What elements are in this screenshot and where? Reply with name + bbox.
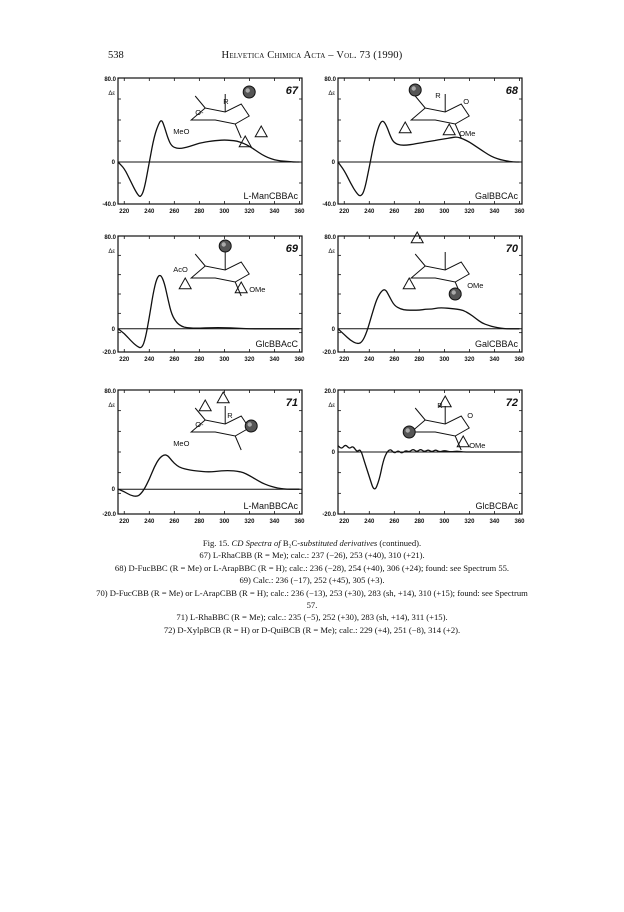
y-bottom-label: -40.0	[322, 202, 336, 208]
x-tick-label: 340	[489, 519, 500, 525]
ball-highlight	[412, 86, 416, 90]
caption-entry-70: 70) D-FucCBB (R = Me) or L-AraρCBB (R = H); calc.: 236 (−13), 253 (+30), 283 (sh, +14), 310 (+15); found: see Spectrum 57.	[96, 587, 528, 611]
cd-spectrum-svg	[312, 230, 528, 372]
y-top-label: 20.0	[324, 389, 336, 395]
x-tick-label: 340	[269, 209, 280, 215]
x-tick-label: 340	[489, 357, 500, 363]
structure-label: O-	[195, 108, 204, 117]
x-tick-label: 220	[339, 519, 350, 525]
x-tick-label: 220	[339, 209, 350, 215]
y-unit-label: Δε	[328, 91, 335, 97]
x-tick-label: 240	[144, 519, 155, 525]
x-tick-label: 360	[514, 519, 525, 525]
cd-spectrum-svg	[312, 384, 528, 526]
x-tick-label: 360	[514, 209, 525, 215]
structure-label: O-	[195, 420, 204, 429]
y-zero-label: 0	[331, 160, 335, 166]
caption-entry-69: 69) Calc.: 236 (−17), 252 (+45), 305 (+3).	[239, 575, 385, 586]
x-tick-label: 220	[339, 357, 350, 363]
y-top-label: 80.0	[104, 77, 116, 83]
compound-label: GlcBCBAc	[475, 501, 518, 511]
structure-label: R	[437, 401, 443, 410]
x-tick-label: 280	[194, 519, 205, 525]
y-bottom-label: -40.0	[102, 202, 116, 208]
x-tick-label: 300	[439, 209, 450, 215]
x-tick-label: 320	[244, 357, 255, 363]
x-tick-label: 280	[414, 209, 425, 215]
substituent-bond	[235, 124, 241, 138]
x-tick-label: 320	[464, 519, 475, 525]
caption-title-formula: B₂C	[282, 538, 298, 548]
y-unit-label: Δε	[328, 249, 335, 255]
compound-label: GalBBCAc	[474, 191, 518, 201]
x-tick-label: 360	[294, 357, 305, 363]
caption-entry-68: 68) D-FucBBC (R = Me) or L-AraρBBC (R = H); calc.: 236 (−28), 254 (+40), 306 (+24); found: see Spectrum 55.	[114, 562, 510, 573]
caption-entry-72: 72) D-XylρBCB (R = H) or D-QuiBCB (R = Me); calc.: 229 (+4), 251 (−8), 314 (+2).	[163, 624, 461, 635]
y-unit-label: Δε	[108, 403, 115, 409]
x-tick-label: 280	[414, 357, 425, 363]
triangle-chromophore	[217, 392, 229, 403]
caption-entry-71: 71) L-RhaBBC (R = Me); calc.: 235 (−5), 252 (+30), 283 (sh, +14), 311 (+15).	[176, 612, 448, 623]
y-zero-label: 0	[331, 450, 335, 456]
x-tick-label: 300	[439, 519, 450, 525]
ball-highlight	[246, 88, 250, 92]
y-bottom-label: -20.0	[322, 512, 336, 518]
compound-label: L-ManBBCAc	[243, 501, 298, 511]
y-bottom-label: -20.0	[102, 512, 116, 518]
x-tick-label: 320	[244, 519, 255, 525]
substituent-bond	[235, 436, 241, 450]
compound-label: GalCBBAc	[474, 339, 518, 349]
cd-curve	[338, 121, 520, 195]
x-tick-label: 240	[144, 357, 155, 363]
pyranose-ring	[411, 262, 469, 282]
structure-label: OMe	[249, 285, 266, 294]
structure-label: R	[223, 97, 229, 106]
structure-drawing	[403, 232, 469, 300]
spectrum-number: 72	[505, 397, 518, 409]
x-tick-label: 360	[514, 357, 525, 363]
triangle-chromophore	[443, 124, 455, 135]
spectrum-number: 67	[285, 85, 298, 97]
figure-caption	[96, 537, 528, 636]
y-unit-label: Δε	[108, 91, 115, 97]
x-tick-label: 320	[244, 209, 255, 215]
structure-drawing	[403, 396, 469, 450]
x-tick-label: 320	[464, 209, 475, 215]
compound-label: GlcBBAcC	[255, 339, 298, 349]
journal-title: Helvetica Chimica Acta – Vol. 73 (1990)	[221, 50, 403, 61]
x-tick-label: 240	[364, 519, 375, 525]
substituent-bond	[455, 436, 461, 450]
substituent-bond	[415, 254, 425, 266]
cd-spectrum-panel-67	[92, 72, 308, 224]
x-tick-label: 300	[219, 357, 230, 363]
page-number: 538	[108, 50, 124, 61]
caption-title-tail: (continued).	[379, 538, 422, 548]
triangle-chromophore	[403, 278, 415, 289]
y-top-label: 80.0	[104, 235, 116, 241]
pyranose-ring	[411, 104, 469, 124]
cd-spectrum-panel-69	[92, 230, 308, 372]
cd-spectrum-panel-72	[312, 384, 528, 526]
y-zero-label: 0	[111, 160, 115, 166]
x-tick-label: 300	[439, 357, 450, 363]
y-zero-label: 0	[111, 487, 115, 494]
x-tick-label: 220	[119, 209, 130, 215]
substituent-bond	[415, 408, 425, 420]
y-zero-label: 0	[331, 326, 335, 333]
x-tick-label: 260	[389, 209, 400, 215]
triangle-chromophore	[411, 232, 423, 243]
spectrum-number: 70	[505, 243, 518, 255]
y-unit-label: Δε	[328, 403, 335, 409]
structure-label: OMe	[467, 281, 484, 290]
cd-curve	[118, 455, 300, 496]
cd-curve	[338, 290, 520, 344]
x-tick-label: 220	[119, 519, 130, 525]
x-tick-label: 360	[294, 209, 305, 215]
cd-spectrum-svg	[92, 72, 308, 224]
caption-title-rest: -substituted derivatives	[297, 538, 378, 548]
pyranose-ring	[191, 262, 249, 282]
structure-label: MeO	[173, 127, 190, 136]
structure-label: O	[463, 97, 470, 106]
ball-highlight	[248, 422, 252, 426]
y-zero-label: 0	[111, 326, 115, 333]
y-top-label: 80.0	[104, 389, 116, 395]
y-bottom-label: -20.0	[322, 350, 336, 356]
x-tick-label: 340	[269, 519, 280, 525]
structure-drawing	[179, 240, 249, 296]
caption-fig-label: Fig. 15.	[202, 538, 230, 548]
x-tick-label: 260	[169, 519, 180, 525]
cd-spectrum-panel-68	[312, 72, 528, 224]
x-tick-label: 240	[364, 357, 375, 363]
substituent-bond	[415, 96, 425, 108]
x-tick-label: 220	[119, 357, 130, 363]
ball-highlight	[406, 428, 410, 432]
cd-spectrum-panel-70	[312, 230, 528, 372]
ball-highlight	[452, 290, 456, 294]
x-tick-label: 280	[194, 357, 205, 363]
x-tick-label: 260	[389, 519, 400, 525]
cd-spectrum-panel-71	[92, 384, 308, 526]
structure-label: R	[435, 91, 441, 100]
x-tick-label: 240	[364, 209, 375, 215]
x-tick-label: 300	[219, 519, 230, 525]
x-tick-label: 280	[414, 519, 425, 525]
spectrum-number: 68	[505, 85, 518, 97]
cd-spectrum-svg	[92, 230, 308, 372]
cd-spectrum-svg	[312, 72, 528, 224]
spectrum-number: 71	[285, 397, 298, 409]
x-tick-label: 320	[464, 357, 475, 363]
caption-title-italic: CD Spectra of	[231, 538, 281, 548]
caption-title	[96, 537, 528, 549]
structure-label: OMe	[459, 129, 476, 138]
triangle-chromophore	[255, 126, 267, 137]
x-tick-label: 280	[194, 209, 205, 215]
ball-highlight	[222, 242, 226, 246]
y-top-label: 80.0	[324, 235, 336, 241]
y-bottom-label: -20.0	[102, 350, 116, 356]
structure-label: OMe	[469, 441, 486, 450]
structure-label: O	[467, 411, 474, 420]
caption-entry-67: 67) L-RhaCBB (R = Me); calc.: 237 (−26), 253 (+40), 310 (+21).	[199, 550, 425, 561]
x-tick-label: 360	[294, 519, 305, 525]
cd-spectrum-svg	[92, 384, 308, 526]
cd-curve	[118, 121, 300, 197]
structure-label: R	[227, 411, 233, 420]
x-tick-label: 260	[169, 209, 180, 215]
triangle-chromophore	[199, 400, 211, 411]
x-tick-label: 240	[144, 209, 155, 215]
x-tick-label: 260	[389, 357, 400, 363]
x-tick-label: 300	[219, 209, 230, 215]
spectrum-number: 69	[285, 243, 298, 255]
y-top-label: 80.0	[324, 77, 336, 83]
substituent-bond	[195, 254, 205, 266]
structure-label: AcO	[173, 265, 188, 274]
cd-curve	[118, 275, 300, 347]
x-tick-label: 260	[169, 357, 180, 363]
x-tick-label: 340	[489, 209, 500, 215]
pyranose-ring	[411, 416, 469, 436]
structure-label: MeO	[173, 439, 190, 448]
y-unit-label: Δε	[108, 249, 115, 255]
x-tick-label: 340	[269, 357, 280, 363]
compound-label: L-ManCBBAc	[243, 191, 298, 201]
substituent-bond	[195, 96, 205, 108]
triangle-chromophore	[399, 122, 411, 133]
triangle-chromophore	[179, 278, 191, 289]
